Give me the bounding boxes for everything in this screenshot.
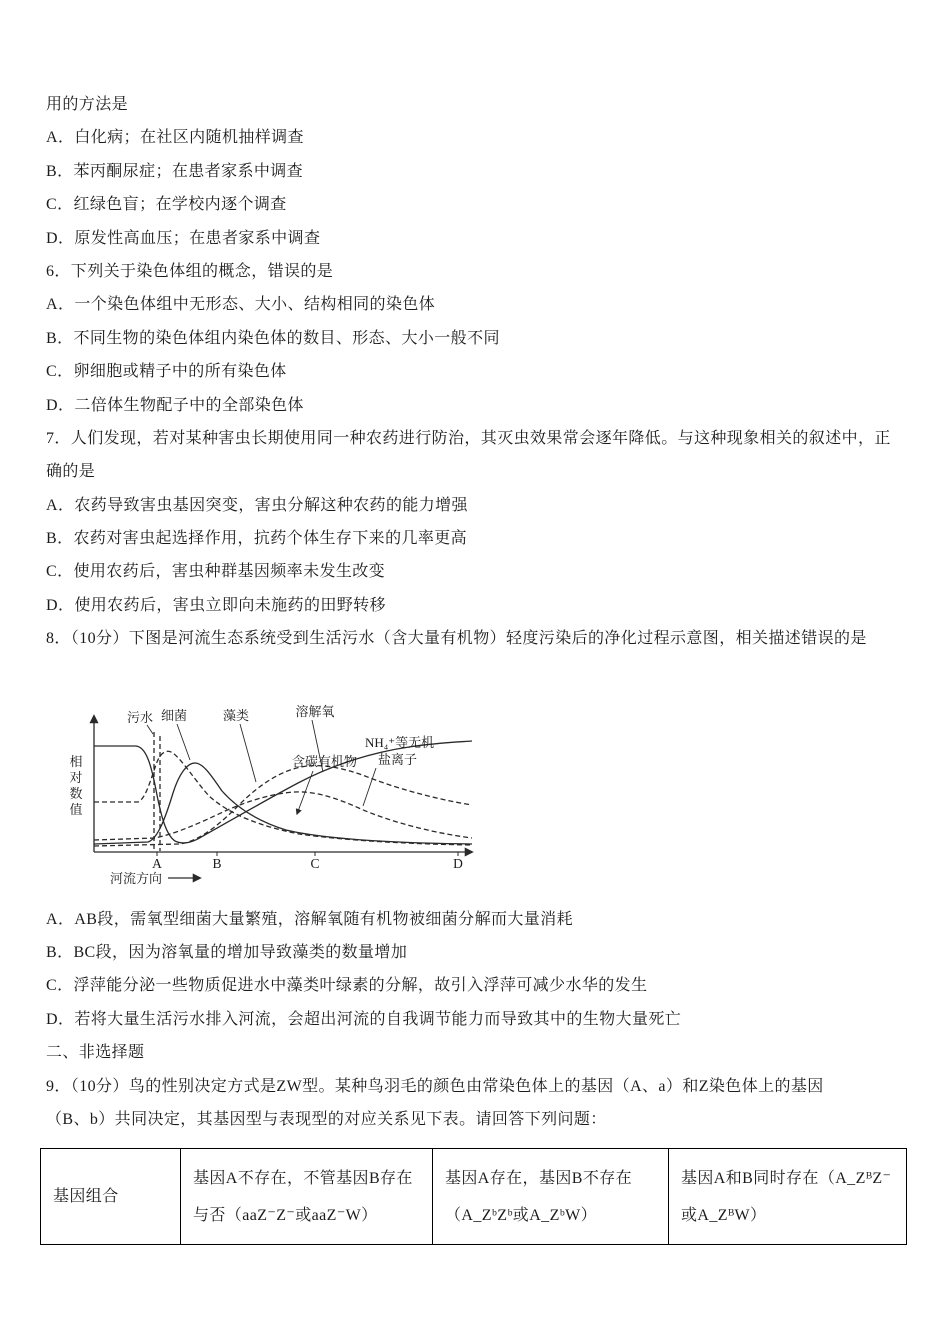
question-block-top [0, 0, 950, 656]
table-header-row [41, 1149, 907, 1245]
q5-stem-continuation: 用的方法是 [46, 96, 129, 113]
q8-option-d: D．若将大量生活污水排入河流，会超出河流的自我调节能力而导致其中的生物大量死亡 [46, 1010, 682, 1028]
organic-matter-label: 含碳有机物 [292, 753, 358, 769]
table-cell-a-and-b-present: 基因A和B同时存在（A_ZᴮZ⁻或A_ZᴮW） [669, 1149, 907, 1245]
x-point-label-a: A [152, 855, 162, 871]
river-purification-diagram [62, 702, 494, 887]
x-point-label-c: C [310, 855, 320, 871]
table-cell-gene-combination: 基因组合 [41, 1149, 181, 1245]
y-axis-label-char3: 数 [69, 785, 83, 801]
q7-stem-line1: 7．人们发现，若对某种害虫长期使用同一种农药进行防治，其灭虫效果常会逐年降低。与这种现象相关的叙述中，正 [46, 429, 891, 447]
q5-option-d: D．原发性高血压；在患者家系中调查 [46, 229, 321, 247]
inorganic-ions-label-line2: 盐离子 [378, 751, 418, 767]
q8-option-a: A．AB段，需氧型细菌大量繁殖，溶解氧随有机物被细菌分解而大量消耗 [46, 910, 573, 928]
q7-option-c: C．使用农药后，害虫种群基因频率未发生改变 [46, 563, 386, 581]
q5-option-a: A．白化病；在社区内随机抽样调查 [46, 129, 304, 147]
q6-option-c: C．卵细胞或精子中的所有染色体 [46, 363, 287, 381]
inorganic-ions-pointer [363, 768, 376, 806]
dissolved-oxygen-label: 溶解氧 [295, 703, 335, 719]
q7-option-d: D．使用农药后，害虫立即向未施药的田野转移 [46, 596, 386, 614]
question-block-bottom [0, 903, 950, 1137]
y-axis-label-char1: 相 [69, 753, 83, 769]
inorganic-ions-label-line1: NH₄⁺等无机 [365, 734, 435, 750]
table-cell-gene-a-absent: 基因A不存在，不管基因B存在与否（aaZ⁻Z⁻或aaZ⁻W） [181, 1149, 433, 1245]
q5-option-c: C．红绿色盲；在学校内逐个调查 [46, 196, 287, 214]
q6-option-b: B．不同生物的染色体组内染色体的数目、形态、大小一般不同 [46, 329, 500, 347]
q6-stem: 6．下列关于染色体组的概念，错误的是 [46, 262, 334, 280]
y-axis-label-char4: 值 [69, 801, 83, 817]
algae-label: 藻类 [222, 707, 250, 723]
algae-pointer [240, 724, 256, 782]
x-point-label-b: B [212, 855, 222, 871]
q9-stem-line1: 9．（10分）鸟的性别决定方式是ZW型。某种鸟羽毛的颜色由常染色体上的基因（A、a）和Z染色体上的基因 [46, 1077, 824, 1095]
x-point-label-d: D [453, 855, 463, 871]
q8-option-b: B．BC段，因为溶氧量的增加导致藻类的数量增加 [46, 944, 408, 962]
q8-option-c: C．浮萍能分泌一些物质促进水中藻类叶绿素的分解，故引入浮萍可减少水华的发生 [46, 977, 648, 995]
inorganic-ions-curve [94, 792, 472, 840]
bacteria-pointer [177, 724, 190, 760]
bacteria-curve [94, 763, 472, 844]
table-cell-a-present-b-absent: 基因A存在，基因B不存在（A_ZᵇZᵇ或A_ZᵇW） [433, 1149, 669, 1245]
bacteria-label: 细菌 [160, 707, 188, 723]
genotype-phenotype-table [40, 1148, 907, 1245]
q7-option-a: A．农药导致害虫基因突变，害虫分解这种农药的能力增强 [46, 496, 468, 514]
river-diagram-svg [62, 702, 494, 887]
sewage-pointer [147, 725, 153, 734]
q6-option-d: D．二倍体生物配子中的全部染色体 [46, 396, 304, 414]
algae-curve [94, 765, 472, 845]
section-2-header: 二、非选择题 [46, 1044, 145, 1062]
sewage-label: 污水 [126, 709, 154, 725]
q7-option-b: B．农药对害虫起选择作用，抗药个体生存下来的几率更高 [46, 530, 468, 548]
flow-direction-label: 河流方向 [110, 870, 163, 886]
q8-stem: 8．（10分）下图是河流生态系统受到生活污水（含大量有机物）轻度污染后的净化过程示意图，相关描述错误的是 [46, 630, 867, 648]
q6-option-a: A．一个染色体组中无形态、大小、结构相同的染色体 [46, 296, 436, 314]
q5-option-b: B．苯丙酮尿症；在患者家系中调查 [46, 162, 304, 180]
q7-stem-line2: 确的是 [46, 463, 96, 481]
q9-stem-line2: （B、b）共同决定，其基因型与表现型的对应关系见下表。请回答下列问题： [46, 1110, 607, 1128]
y-axis-label-char2: 对 [69, 769, 83, 785]
